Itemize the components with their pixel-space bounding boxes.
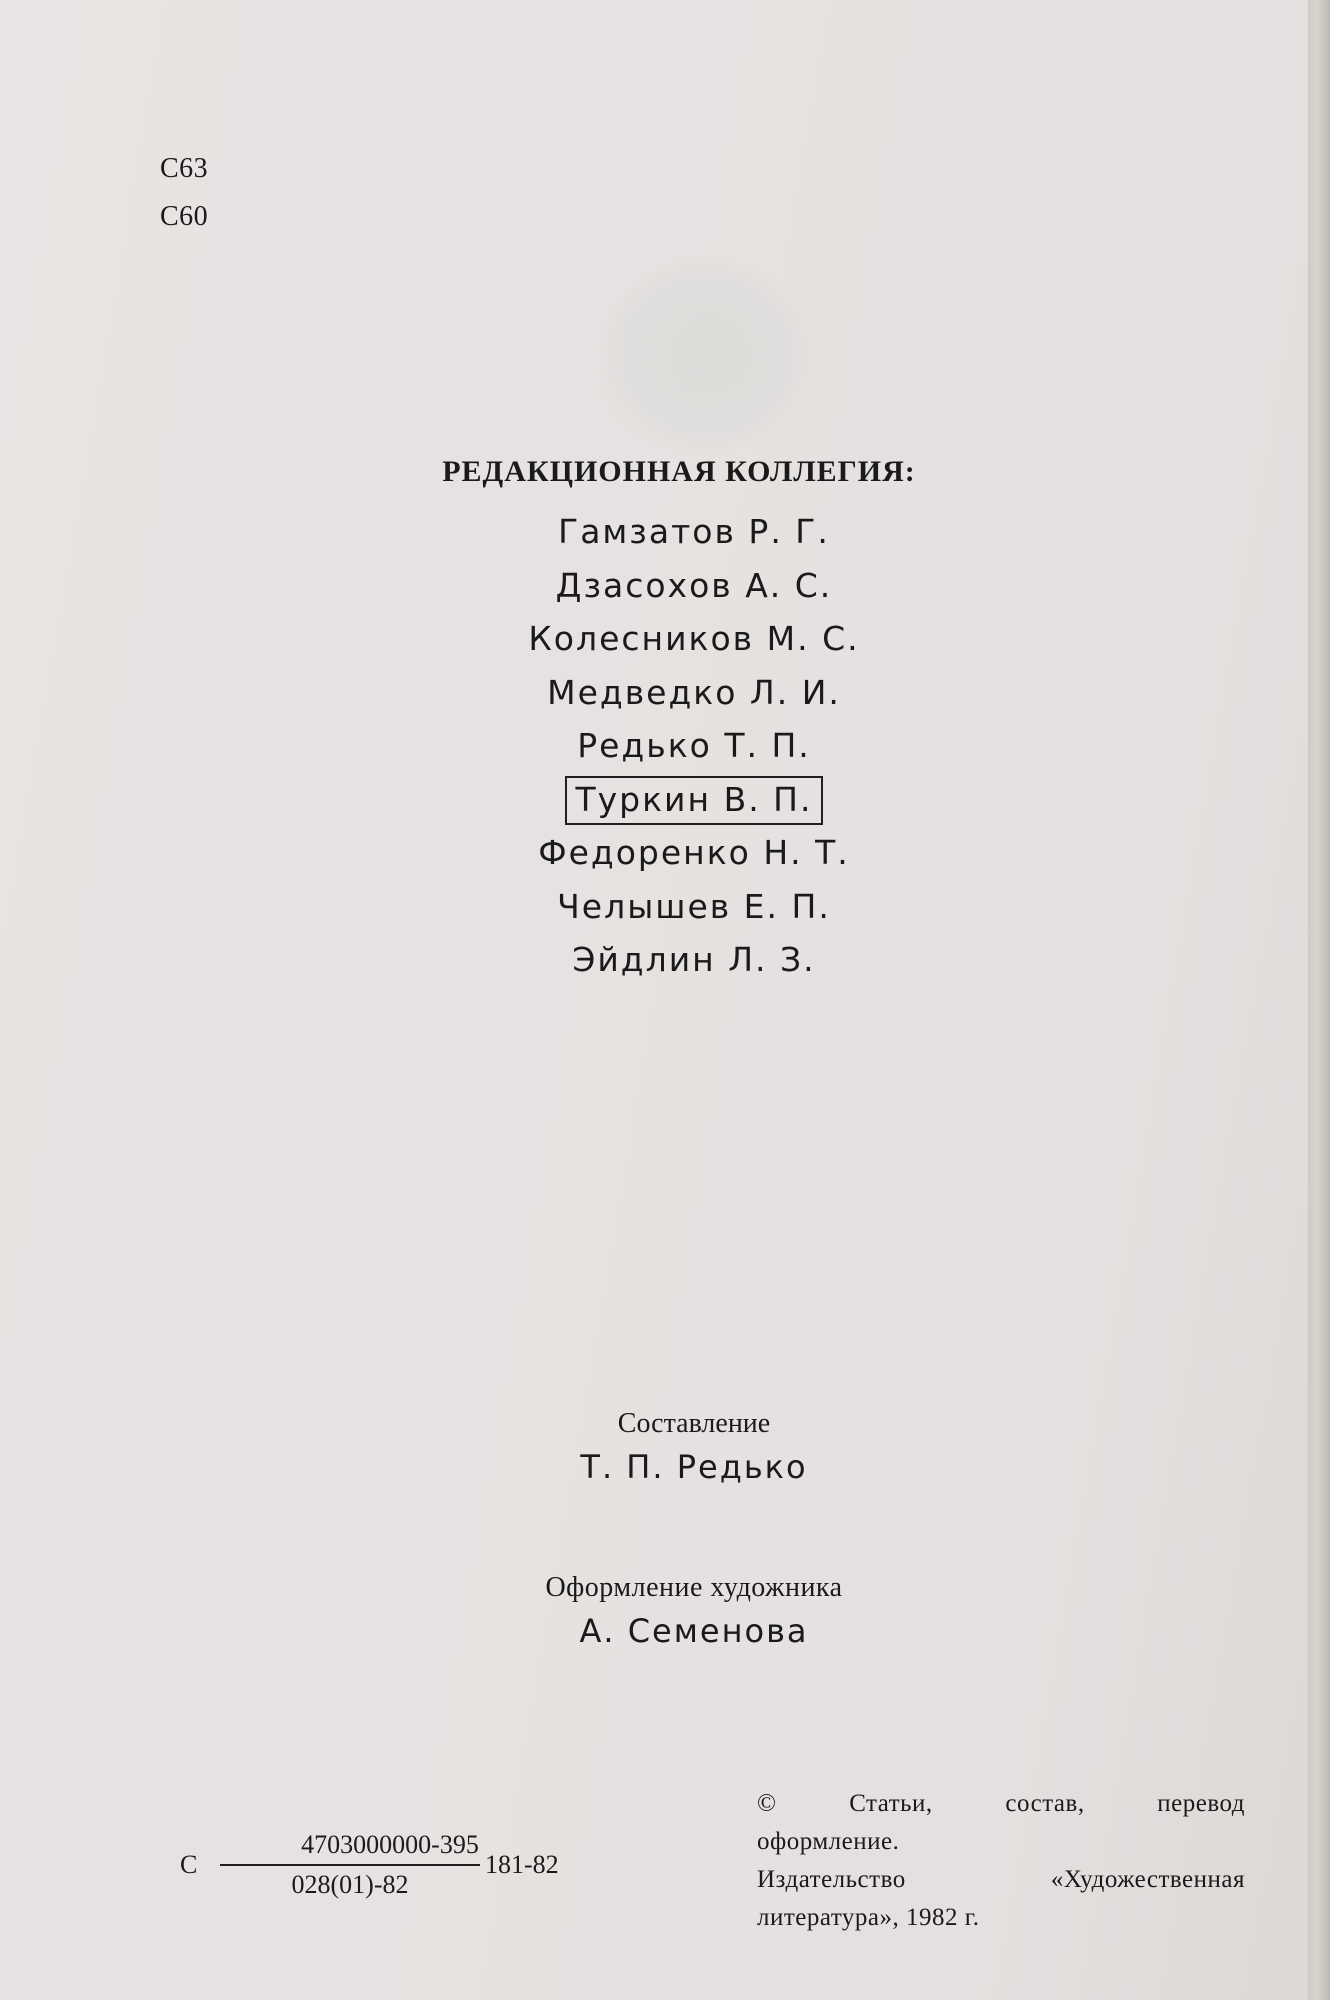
copyright-line: Издательство «Художественная xyxy=(757,1866,1245,1893)
catalog-code-suffix: 181-82 xyxy=(485,1850,559,1879)
board-member: Медведко Л. И. xyxy=(547,672,841,712)
board-member: Федоренко Н. Т. xyxy=(538,833,850,872)
fraction-line xyxy=(220,1864,480,1866)
board-member: Челышев Е. П. xyxy=(557,886,831,926)
board-member: Колесников М. С. xyxy=(528,619,860,658)
compiled-by-name: Т. П. Редько xyxy=(580,1448,808,1486)
board-member: Редько Т. П. xyxy=(577,726,811,765)
board-member-boxed: Туркин В. П. xyxy=(80,773,1308,827)
classification-codes xyxy=(160,145,208,241)
copyright-line: литература», 1982 г. xyxy=(757,1904,980,1931)
copyright-line: оформление. xyxy=(757,1828,900,1855)
copyright-notice xyxy=(757,1785,1245,1937)
class-code: С60 xyxy=(160,201,209,232)
designed-by-label: Оформление художника xyxy=(545,1572,843,1603)
class-code: С63 xyxy=(160,153,209,184)
board-member: Дзасохов А. С. xyxy=(555,565,833,605)
catalog-code-letter: С xyxy=(180,1850,198,1879)
board-member: Гамзатов Р. Г. xyxy=(558,512,830,551)
catalog-code-numerator: 4703000000-395 xyxy=(301,1830,479,1859)
compiled-by-label: Составление xyxy=(617,1408,771,1439)
show-through-emblem xyxy=(600,260,810,450)
catalog-code-denominator: 028(01)-82 xyxy=(291,1870,409,1899)
board-member: Эйдлин Л. З. xyxy=(572,940,816,979)
editorial-board-list xyxy=(0,505,1308,987)
editorial-board-title: РЕДАКЦИОННАЯ КОЛЛЕГИЯ: xyxy=(442,455,916,488)
copyright-line: © Статьи, состав, перевод xyxy=(757,1790,1245,1817)
designed-by-name: А. Семенова xyxy=(579,1612,809,1650)
page-edge xyxy=(1308,0,1330,2000)
catalog-code xyxy=(180,1830,600,1920)
